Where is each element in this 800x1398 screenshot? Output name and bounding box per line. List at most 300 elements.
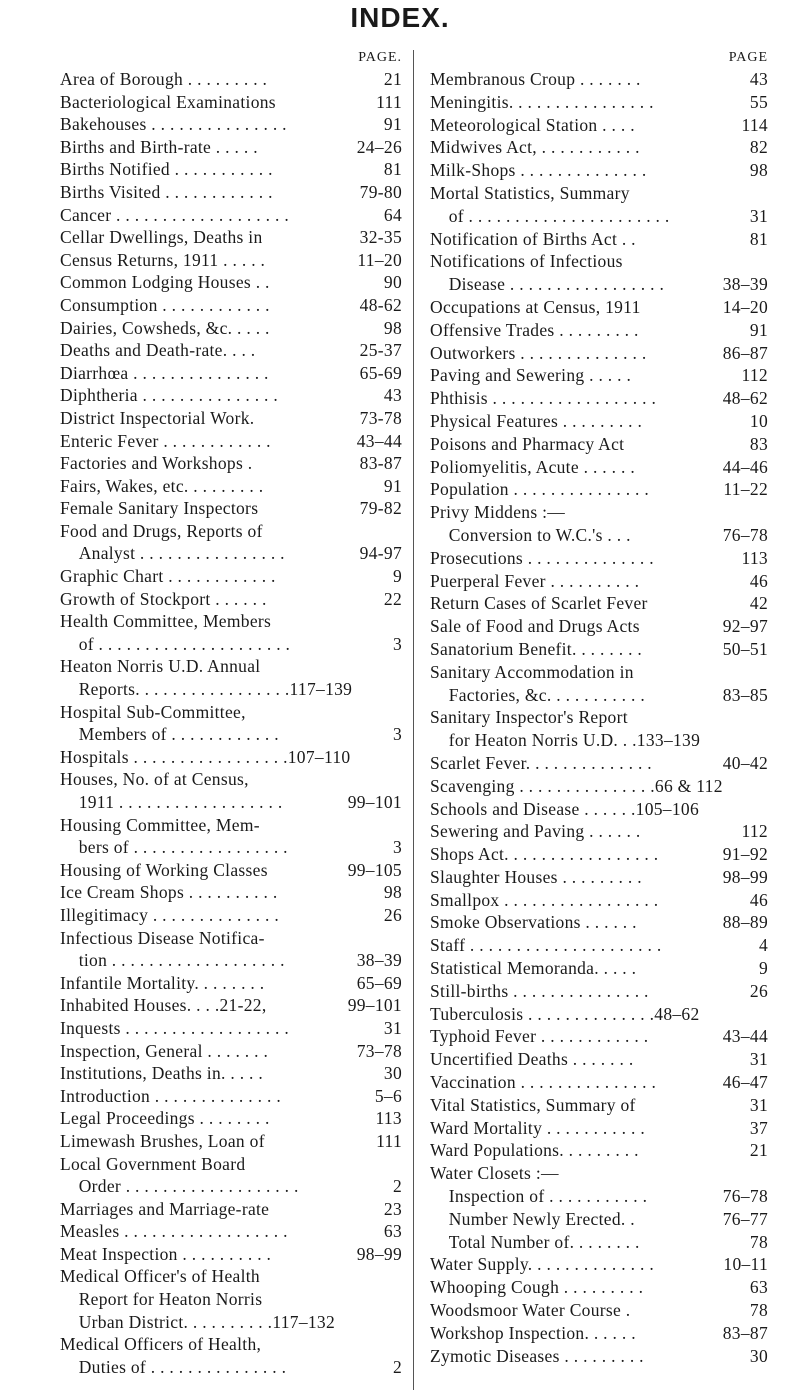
page-column-header: PAGE: [728, 50, 768, 65]
entry-text: Housing of Working Classes: [60, 859, 268, 880]
entry-page: 46–47: [722, 1072, 768, 1093]
entry-page: 38–39: [722, 274, 768, 295]
index-entry: [430, 1094, 768, 1117]
entry-text: Poliomyelitis, Acute . . . . . .: [430, 456, 636, 477]
index-entry: [60, 1356, 402, 1379]
entry-page: 79-80: [359, 181, 402, 202]
entry-text: Area of Borough . . . . . . . . .: [60, 69, 268, 89]
entry-page: 43–44: [356, 430, 402, 451]
entry-text: Poisons and Pharmacy Act: [430, 433, 625, 454]
entry-page: 48–62: [722, 388, 768, 409]
entry-page: 22: [383, 588, 402, 609]
index-entry: [60, 136, 402, 159]
entry-text: for Heaton Norris U.D. . .133–139: [430, 730, 701, 751]
entry-page: 11–22: [723, 479, 768, 500]
entry-page: 99–101: [347, 995, 402, 1016]
entry-text: Sewering and Paving . . . . . .: [430, 821, 641, 842]
entry-page: 91: [383, 475, 402, 496]
entry-text: Bacteriological Examinations: [60, 91, 276, 112]
entry-text: Health Committee, Members: [60, 611, 272, 632]
entry-text: Introduction . . . . . . . . . . . . . .: [60, 1085, 282, 1106]
index-entry: [60, 497, 402, 520]
entry-page: 64: [383, 204, 402, 225]
entry-page: 9: [758, 958, 768, 979]
index-entry: [60, 542, 402, 565]
entry-text: Population . . . . . . . . . . . . . . .: [430, 479, 650, 500]
entry-page: 63: [383, 1221, 402, 1242]
entry-text: Meat Inspection . . . . . . . . . .: [60, 1243, 272, 1264]
entry-text: Outworkers . . . . . . . . . . . . . .: [430, 342, 647, 363]
entry-text: Growth of Stockport . . . . . .: [60, 588, 267, 609]
entry-text: Heaton Norris U.D. Annual: [60, 656, 261, 677]
index-entry: [430, 752, 768, 775]
entry-page: 83–87: [722, 1322, 768, 1343]
index-entry: [60, 407, 402, 430]
entry-page: 92–97: [722, 616, 768, 637]
entry-text: Water Closets :—: [430, 1163, 559, 1184]
index-entry: [430, 456, 768, 479]
index-entry: [430, 136, 768, 159]
entry-page: 46: [749, 889, 768, 910]
index-entry: [430, 638, 768, 661]
entry-text: Occupations at Census, 1911: [430, 296, 641, 317]
entry-page: 76–78: [722, 524, 768, 545]
entry-page: 90: [383, 272, 402, 293]
index-entry: [430, 1071, 768, 1094]
index-entry: [60, 701, 402, 724]
entry-text: Order . . . . . . . . . . . . . . . . . . .: [60, 1176, 299, 1197]
entry-page: 112: [741, 365, 768, 386]
entry-text: Medical Officer's of Health: [60, 1266, 260, 1287]
index-entry: [60, 91, 402, 114]
entry-text: 1911 . . . . . . . . . . . . . . . . . .: [60, 792, 283, 812]
entry-page: 31: [749, 205, 768, 226]
index-entry: [60, 972, 402, 995]
index-entry: [60, 362, 402, 385]
entry-text: Duties of . . . . . . . . . . . . . . .: [60, 1356, 287, 1377]
entry-page: 82: [749, 137, 768, 158]
index-entry: [430, 364, 768, 387]
entry-page: 98: [749, 160, 768, 181]
entry-page: 14–20: [722, 296, 768, 317]
index-entry: [430, 729, 768, 752]
entry-page: 30: [383, 1063, 402, 1084]
entry-text: Marriages and Marriage-rate: [60, 1198, 270, 1219]
index-entry: [430, 843, 768, 866]
entry-text: Graphic Chart . . . . . . . . . . . .: [60, 566, 276, 587]
entry-page: 78: [749, 1231, 768, 1252]
entry-text: Births and Birth-rate . . . . .: [60, 136, 258, 157]
entry-page: 26: [383, 904, 402, 925]
entry-page: 31: [383, 1017, 402, 1038]
entry-text: Slaughter Houses . . . . . . . . .: [430, 866, 642, 887]
index-entry: [430, 91, 768, 114]
index-entry: [430, 501, 768, 524]
index-entry: [430, 820, 768, 843]
entry-text: Staff . . . . . . . . . . . . . . . . . . . . .: [430, 935, 662, 956]
index-entry: [430, 1253, 768, 1276]
entry-text: Institutions, Deaths in. . . . .: [60, 1063, 264, 1084]
entry-text: Hospitals . . . . . . . . . . . . . . . . .107–110: [60, 746, 351, 767]
entry-text: Vital Statistics, Summary of: [430, 1094, 636, 1115]
entry-text: Reports. . . . . . . . . . . . . . . . .117–139: [60, 679, 353, 700]
entry-page: 55: [749, 91, 768, 112]
index-entry: [430, 911, 768, 934]
entry-page: 23: [383, 1198, 402, 1219]
index-entry: [430, 1231, 768, 1254]
index-entry: [430, 957, 768, 980]
entry-text: Notifications of Infectious: [430, 251, 623, 272]
index-entry: [430, 524, 768, 547]
entry-text: Factories and Workshops .: [60, 453, 253, 474]
entry-page: 76–78: [722, 1186, 768, 1207]
entry-text: Conversion to W.C.'s . . .: [430, 524, 631, 545]
entry-page: 37: [749, 1117, 768, 1138]
index-entry: [60, 588, 402, 611]
index-entry: [430, 798, 768, 821]
index-entry: [430, 570, 768, 593]
entry-page: 48-62: [359, 294, 402, 315]
entry-page: 2: [392, 1356, 402, 1377]
page-column-header: PAGE.: [358, 50, 402, 65]
entry-page: 91–92: [722, 844, 768, 865]
entry-text: Typhoid Fever . . . . . . . . . . . .: [430, 1026, 649, 1047]
index-entry: [60, 1243, 402, 1266]
index-entry: [60, 949, 402, 972]
index-entry: [60, 475, 402, 498]
entry-page: 91: [749, 319, 768, 340]
index-entry: [430, 1276, 768, 1299]
entry-text: of . . . . . . . . . . . . . . . . . . . . . .: [430, 205, 670, 226]
entry-text: Inspection, General . . . . . . .: [60, 1040, 269, 1061]
entry-text: Meningitis. . . . . . . . . . . . . . . .: [430, 91, 654, 112]
entry-page: 25-37: [359, 340, 402, 361]
entry-text: Members of . . . . . . . . . . . .: [60, 724, 279, 745]
index-entry: [60, 430, 402, 453]
entry-text: Hospital Sub-Committee,: [60, 701, 246, 722]
entry-text: Puerperal Fever . . . . . . . . . .: [430, 570, 640, 591]
entry-text: Smoke Observations . . . . . .: [430, 912, 637, 933]
entry-page: 4: [758, 935, 768, 956]
column-divider: [413, 50, 414, 1390]
entry-page: 10–11: [723, 1254, 768, 1275]
entry-text: Ward Mortality . . . . . . . . . . .: [430, 1117, 645, 1138]
entry-page: 65-69: [359, 362, 402, 383]
entry-text: Sanatorium Benefit. . . . . . . .: [430, 638, 643, 659]
entry-text: Consumption . . . . . . . . . . . .: [60, 294, 270, 315]
entry-text: Phthisis . . . . . . . . . . . . . . . . . .: [430, 388, 657, 409]
index-entry: [60, 1198, 402, 1221]
entry-page: 114: [741, 114, 768, 135]
entry-page: 111: [376, 1130, 402, 1151]
entry-text: Milk-Shops . . . . . . . . . . . . . .: [430, 160, 647, 181]
index-entry: [430, 547, 768, 570]
entry-page: 113: [375, 1108, 402, 1129]
entry-page: 2: [392, 1176, 402, 1197]
index-entry: [430, 684, 768, 707]
index-entry: [430, 296, 768, 319]
entry-list: [430, 68, 768, 1367]
entry-page: 38–39: [356, 950, 402, 971]
entry-text: Vaccination . . . . . . . . . . . . . . .: [430, 1072, 657, 1093]
entry-text: Births Notified . . . . . . . . . . .: [60, 159, 273, 180]
entry-text: Legal Proceedings . . . . . . . .: [60, 1108, 270, 1129]
entry-text: Cellar Dwellings, Deaths in: [60, 227, 263, 248]
index-entry: [430, 866, 768, 889]
entry-text: Number Newly Erected. .: [430, 1208, 635, 1229]
entry-text: of . . . . . . . . . . . . . . . . . . . . .: [60, 633, 291, 654]
entry-text: Cancer . . . . . . . . . . . . . . . . . . .: [60, 204, 290, 225]
index-entry: [430, 342, 768, 365]
entry-page: 83: [749, 433, 768, 454]
index-entry: [430, 1345, 768, 1368]
entry-page: 3: [392, 724, 402, 745]
entry-page: 79-82: [359, 498, 402, 519]
index-entry: [60, 746, 402, 769]
index-entry: [60, 678, 402, 701]
entry-text: Census Returns, 1911 . . . . .: [60, 249, 266, 270]
entry-text: Tuberculosis . . . . . . . . . . . . . .48–62: [430, 1003, 700, 1024]
entry-text: Shops Act. . . . . . . . . . . . . . . . .: [430, 844, 659, 865]
index-entry: [430, 1162, 768, 1185]
index-entry: [60, 1175, 402, 1198]
entry-text: Smallpox . . . . . . . . . . . . . . . . .: [430, 889, 659, 910]
entry-text: Births Visited . . . . . . . . . . . .: [60, 181, 273, 202]
entry-text: Physical Features . . . . . . . . .: [430, 410, 643, 431]
index-entry: [430, 1185, 768, 1208]
entry-page: 43–44: [722, 1026, 768, 1047]
entry-page: 10: [749, 410, 768, 431]
index-entry: [60, 859, 402, 882]
index-entry: [60, 158, 402, 181]
entry-text: Zymotic Diseases . . . . . . . . .: [430, 1345, 644, 1366]
entry-text: Total Number of. . . . . . . .: [430, 1231, 640, 1252]
index-entry: [430, 114, 768, 137]
index-entry: [60, 339, 402, 362]
index-entry: [430, 1322, 768, 1345]
entry-text: Food and Drugs, Reports of: [60, 520, 263, 541]
index-entry: [430, 1048, 768, 1071]
entry-text: Inhabited Houses. . . .21-22,: [60, 995, 267, 1016]
entry-list: [60, 68, 402, 1378]
entry-page: 31: [749, 1094, 768, 1115]
index-entry: [430, 1117, 768, 1140]
entry-page: 24–26: [356, 136, 402, 157]
entry-text: District Inspectorial Work.: [60, 407, 255, 428]
index-entry: [430, 775, 768, 798]
index-entry: [60, 1017, 402, 1040]
entry-page: 81: [749, 228, 768, 249]
entry-text: Meteorological Station . . . .: [430, 114, 635, 135]
entry-text: bers of . . . . . . . . . . . . . . . . .: [60, 837, 288, 858]
index-entry: [430, 1139, 768, 1162]
index-column-right: [430, 48, 768, 1367]
index-entry: [430, 433, 768, 456]
entry-page: 81: [383, 159, 402, 180]
entry-page: 9: [392, 566, 402, 587]
entry-page: 98–99: [722, 866, 768, 887]
index-entry: [430, 615, 768, 638]
entry-text: Statistical Memoranda. . . . .: [430, 958, 637, 979]
index-entry: [60, 520, 402, 543]
entry-text: Uncertified Deaths . . . . . . .: [430, 1049, 634, 1070]
index-entry: [430, 980, 768, 1003]
index-entry: [60, 452, 402, 475]
entry-text: Still-births . . . . . . . . . . . . . . .: [430, 980, 649, 1001]
index-entry: [60, 1220, 402, 1243]
entry-text: Return Cases of Scarlet Fever: [430, 593, 648, 614]
entry-page: 11–20: [357, 249, 402, 270]
entry-text: Disease . . . . . . . . . . . . . . . . .: [430, 274, 665, 295]
index-entry: [60, 610, 402, 633]
entry-text: Prosecutions . . . . . . . . . . . . . .: [430, 547, 654, 568]
entry-text: Privy Middens :—: [430, 502, 566, 523]
index-entry: [430, 159, 768, 182]
entry-page: 21: [749, 1140, 768, 1161]
index-entry: [60, 1040, 402, 1063]
index-entry: [60, 294, 402, 317]
entry-page: 78: [749, 1300, 768, 1321]
entry-text: Sale of Food and Drugs Acts: [430, 616, 640, 637]
index-entry: [60, 1085, 402, 1108]
entry-page: 40–42: [722, 752, 768, 773]
entry-page: 99–101: [347, 792, 402, 812]
entry-text: Illegitimacy . . . . . . . . . . . . . .: [60, 904, 280, 925]
index-entry: [60, 723, 402, 746]
index-entry: [430, 1299, 768, 1322]
entry-text: Inquests . . . . . . . . . . . . . . . . . .: [60, 1017, 290, 1038]
entry-text: Housing Committee, Mem-: [60, 814, 260, 835]
entry-page: 65–69: [356, 972, 402, 993]
entry-text: Fairs, Wakes, etc. . . . . . . . .: [60, 475, 264, 496]
entry-page: 21: [383, 69, 402, 89]
index-entry: [60, 836, 402, 859]
entry-text: Factories, &c. . . . . . . . . . .: [430, 684, 646, 705]
index-entry: [60, 994, 402, 1017]
entry-page: 43: [749, 69, 768, 89]
index-entry: [430, 478, 768, 501]
index-entry: [60, 1130, 402, 1153]
entry-text: Scavenging . . . . . . . . . . . . . . .66 & 112: [430, 775, 723, 796]
entry-page: 88–89: [722, 912, 768, 933]
entry-text: Woodsmoor Water Course .: [430, 1300, 631, 1321]
entry-text: tion . . . . . . . . . . . . . . . . . . .: [60, 950, 285, 971]
entry-page: 76–77: [722, 1208, 768, 1229]
index-entry: [430, 1208, 768, 1231]
entry-text: Ward Populations. . . . . . . . .: [430, 1140, 639, 1161]
entry-text: Houses, No. of at Census,: [60, 769, 249, 790]
entry-page: 31: [749, 1049, 768, 1070]
index-entry: [430, 205, 768, 228]
entry-text: Local Government Board: [60, 1153, 246, 1174]
index-entry: [60, 271, 402, 294]
entry-text: Midwives Act, . . . . . . . . . . .: [430, 137, 640, 158]
index-entry: [60, 791, 402, 814]
index-entry: [60, 1333, 402, 1356]
index-entry: [60, 226, 402, 249]
entry-page: 98: [383, 882, 402, 903]
entry-page: 32-35: [359, 227, 402, 248]
entry-page: 86–87: [722, 342, 768, 363]
index-entry: [60, 1265, 402, 1288]
index-entry: [60, 1288, 402, 1311]
index-entry: [430, 387, 768, 410]
index-entry: [60, 565, 402, 588]
entry-page: 46: [749, 570, 768, 591]
index-entry: [430, 68, 768, 91]
entry-text: Female Sanitary Inspectors: [60, 498, 259, 519]
entry-text: Measles . . . . . . . . . . . . . . . . . .: [60, 1221, 288, 1242]
index-entry: [430, 889, 768, 912]
entry-text: Whooping Cough . . . . . . . . .: [430, 1277, 644, 1298]
entry-page: 42: [749, 593, 768, 614]
entry-text: Limewash Brushes, Loan of: [60, 1130, 265, 1151]
index-entry: [430, 228, 768, 251]
index-entry: [60, 317, 402, 340]
entry-text: Ice Cream Shops . . . . . . . . . .: [60, 882, 278, 903]
index-entry: [430, 410, 768, 433]
entry-page: 26: [749, 980, 768, 1001]
index-entry: [60, 1062, 402, 1085]
entry-page: 98–99: [356, 1243, 402, 1264]
entry-page: 113: [741, 547, 768, 568]
index-column-left: [60, 48, 402, 1378]
index-entry: [430, 250, 768, 273]
index-entry: [60, 181, 402, 204]
entry-text: Sanitary Accommodation in: [430, 661, 634, 682]
entry-page: 3: [392, 633, 402, 654]
entry-text: Workshop Inspection. . . . . .: [430, 1322, 636, 1343]
entry-text: Infectious Disease Notifica-: [60, 927, 265, 948]
entry-text: Infantile Mortality. . . . . . . .: [60, 972, 265, 993]
index-entry: [430, 661, 768, 684]
entry-text: Enteric Fever . . . . . . . . . . . .: [60, 430, 271, 451]
entry-text: Paving and Sewering . . . . .: [430, 365, 632, 386]
entry-text: Dairies, Cowsheds, &c. . . . .: [60, 317, 270, 338]
index-entry: [430, 1003, 768, 1026]
entry-text: Mortal Statistics, Summary: [430, 182, 630, 203]
entry-text: Membranous Croup . . . . . . .: [430, 69, 641, 89]
entry-page: 30: [749, 1345, 768, 1366]
entry-page: 91: [383, 114, 402, 135]
index-entry: [60, 768, 402, 791]
index-entry: [430, 273, 768, 296]
index-entry: [430, 706, 768, 729]
entry-text: Common Lodging Houses . .: [60, 272, 270, 293]
entry-text: Report for Heaton Norris: [60, 1289, 263, 1310]
index-entry: [60, 1311, 402, 1334]
index-entry: [60, 204, 402, 227]
entry-text: Urban District. . . . . . . . . .117–132: [60, 1311, 336, 1332]
index-entry: [60, 1107, 402, 1130]
index-entry: [60, 927, 402, 950]
entry-text: Analyst . . . . . . . . . . . . . . . .: [60, 543, 285, 564]
index-entry: [430, 319, 768, 342]
index-entry: [430, 592, 768, 615]
index-entry: [430, 182, 768, 205]
entry-page: 3: [392, 837, 402, 858]
entry-page: 112: [741, 821, 768, 842]
index-entry: [60, 384, 402, 407]
index-entry: [60, 633, 402, 656]
entry-page: 99–105: [347, 859, 402, 880]
index-entry: [60, 249, 402, 272]
entry-text: Water Supply. . . . . . . . . . . . . .: [430, 1254, 654, 1275]
index-entry: [60, 113, 402, 136]
entry-page: 43: [383, 385, 402, 406]
entry-page: 5–6: [374, 1085, 402, 1106]
entry-page: 83-87: [359, 453, 402, 474]
